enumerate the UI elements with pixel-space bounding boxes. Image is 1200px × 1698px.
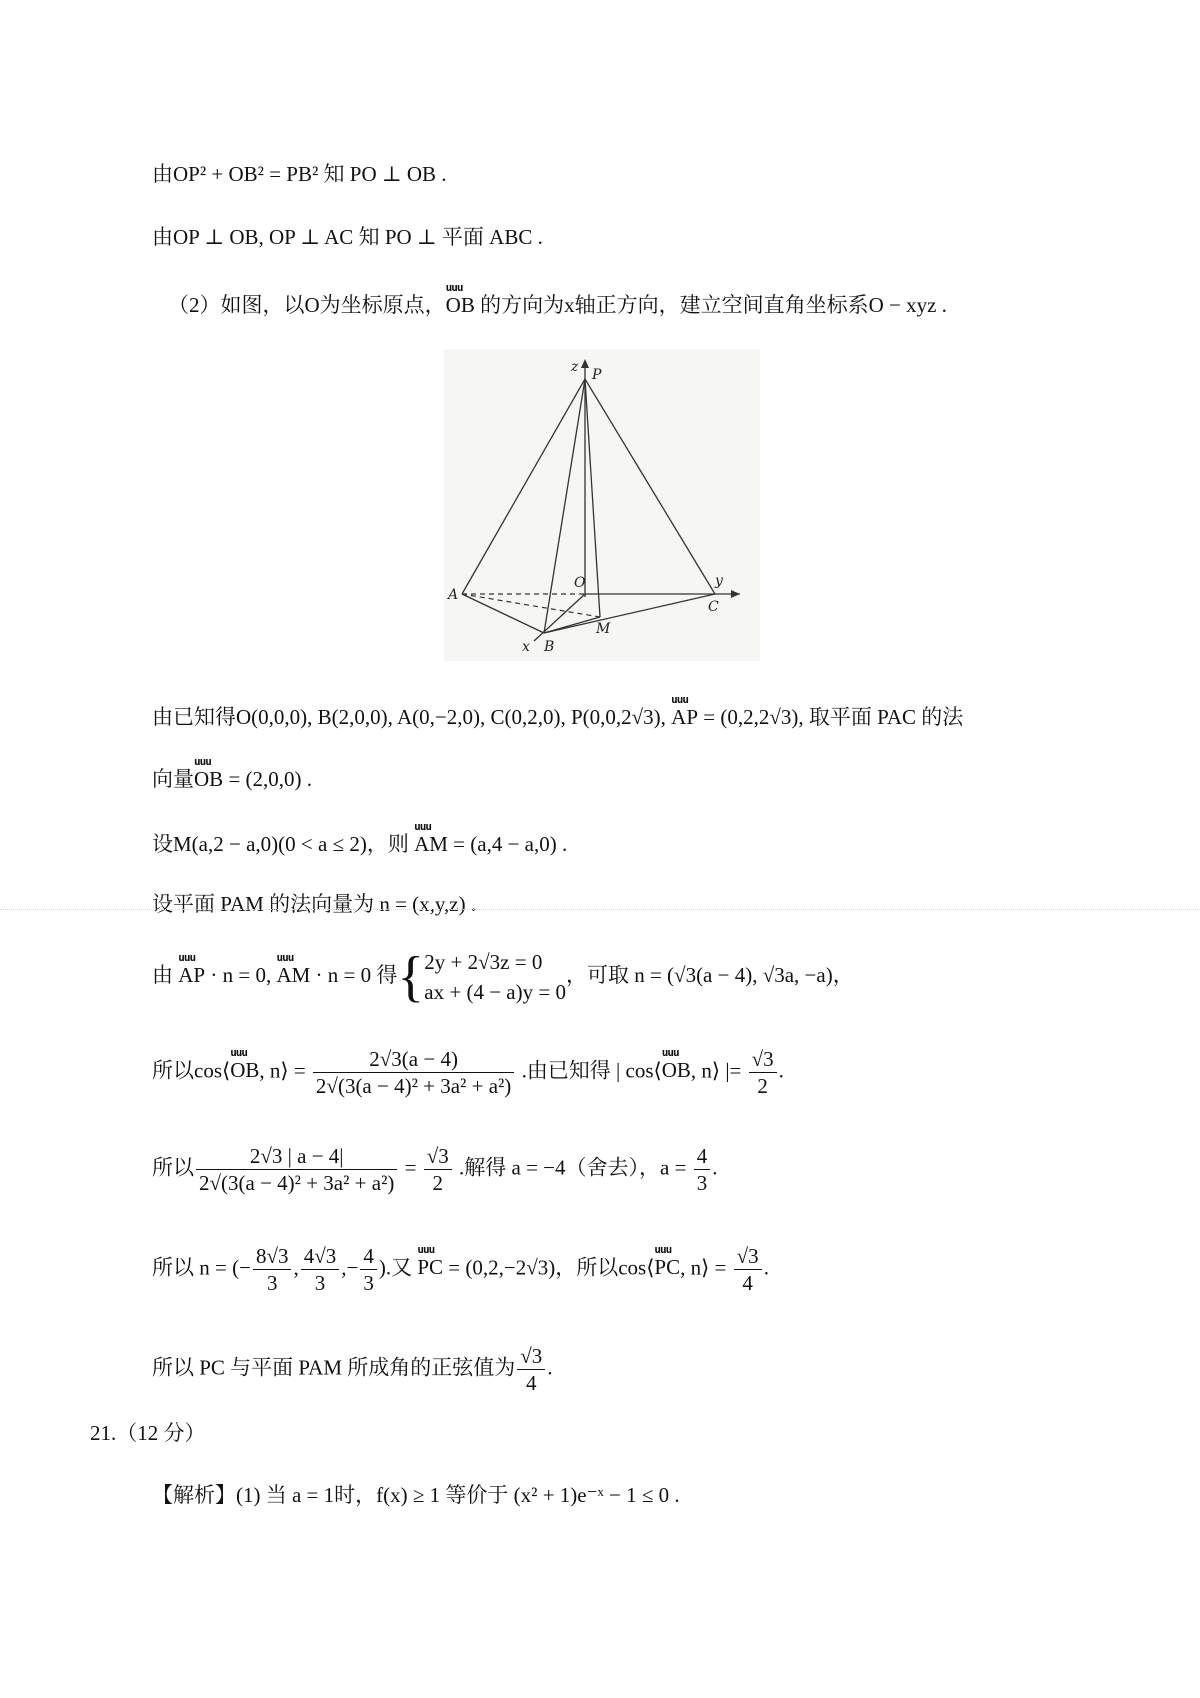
fraction-numerator: 4 bbox=[360, 1243, 377, 1270]
fraction-denominator: 2 bbox=[432, 1171, 443, 1195]
label-b: B bbox=[544, 639, 555, 655]
line-9-mid3: , n⟩ |= bbox=[690, 1058, 747, 1083]
comma-minus: ,− bbox=[341, 1255, 359, 1280]
fraction-denominator: 2√(3(a − 4)² + 3a² + a²) bbox=[199, 1171, 395, 1195]
line-12-end: . bbox=[547, 1355, 553, 1380]
line-11 bbox=[152, 1243, 769, 1296]
vector-pc: uuu PC bbox=[417, 1253, 443, 1281]
fraction-8root3-over-3 bbox=[253, 1243, 292, 1296]
fraction-denominator: 3 bbox=[363, 1271, 374, 1295]
fraction-4-over-3 bbox=[694, 1143, 711, 1196]
line-12 bbox=[152, 1343, 553, 1396]
line-3 bbox=[168, 291, 947, 319]
line-9-mid2: .由已知得 | cos⟨ bbox=[516, 1058, 662, 1083]
fraction-4-over-3-b bbox=[360, 1243, 377, 1296]
line-4-text-end: = (0,2,2√3), 取平面 PAC 的法 bbox=[698, 705, 964, 729]
line-10-text: 所以 bbox=[152, 1155, 194, 1180]
line-8-text-end: ，可取 n = (√3(a − 4), √3a, −a)， bbox=[565, 962, 854, 987]
pyramid-figure bbox=[444, 349, 760, 661]
fraction-root3-over-4-b bbox=[517, 1343, 545, 1396]
fraction-denominator: 2 bbox=[757, 1074, 768, 1098]
line-11-text: 所以 n = (− bbox=[152, 1255, 251, 1280]
system-brace: { bbox=[397, 946, 425, 1008]
fraction-root3-over-4 bbox=[734, 1243, 762, 1296]
line-10-eq: = bbox=[399, 1155, 422, 1180]
line-5 bbox=[152, 765, 312, 793]
fraction-numerator: √3 bbox=[749, 1046, 777, 1073]
line-11-mid3: , n⟩ = bbox=[680, 1255, 732, 1280]
vector-ap-2: uuu AP bbox=[178, 961, 205, 989]
fraction-numerator: √3 bbox=[424, 1143, 452, 1170]
fraction-numerator: 4 bbox=[694, 1143, 711, 1170]
vector-ob-2: uuu OB bbox=[194, 765, 223, 793]
fraction-denominator: 3 bbox=[266, 1271, 278, 1295]
line-6-text-end: = (a,4 − a,0) . bbox=[447, 832, 568, 856]
vector-am: uuu AM bbox=[414, 830, 448, 858]
vector-ob-3: uuu OB bbox=[230, 1056, 259, 1084]
fraction-denominator: 3 bbox=[696, 1171, 708, 1195]
pyramid-diagram bbox=[444, 349, 760, 661]
label-p: P bbox=[592, 367, 602, 383]
comma: , bbox=[293, 1255, 299, 1280]
line-4 bbox=[152, 703, 963, 731]
label-a: A bbox=[448, 587, 459, 603]
line-10-end: . bbox=[712, 1155, 718, 1180]
fraction-numerator: √3 bbox=[517, 1343, 545, 1370]
equation-2: ax + (4 − a)y = 0 bbox=[424, 980, 566, 1004]
fraction-root3-over-2-b bbox=[424, 1143, 452, 1196]
label-x: x bbox=[522, 639, 530, 655]
fraction-denominator: 3 bbox=[314, 1271, 326, 1295]
label-y: y bbox=[715, 573, 723, 589]
vector-pc-2: uuu PC bbox=[654, 1253, 680, 1281]
line-8-mid2: · n = 0 得 bbox=[310, 962, 398, 987]
line-8-mid: · n = 0, bbox=[205, 962, 277, 987]
fraction-numerator: 2√3(a − 4) bbox=[313, 1046, 514, 1073]
label-m: M bbox=[596, 621, 611, 637]
line-11-end: . bbox=[763, 1255, 769, 1280]
fraction-numerator: 8√3 bbox=[253, 1243, 292, 1270]
line-2: 由OP ⊥ OB, OP ⊥ AC 知 PO ⊥ 平面 ABC . bbox=[152, 225, 543, 249]
vector-ob: uuu OB bbox=[446, 291, 475, 319]
label-c: C bbox=[708, 599, 719, 615]
line-10-mid: .解得 a = −4（舍去），a = bbox=[453, 1155, 692, 1180]
page-divider bbox=[0, 909, 1200, 910]
fraction-root3-over-2 bbox=[749, 1046, 777, 1099]
fraction-cos bbox=[313, 1046, 514, 1099]
line-9-text: 所以cos⟨ bbox=[152, 1058, 231, 1083]
line-9-mid: , n⟩ = bbox=[259, 1058, 311, 1083]
question-number: 21.（12 分） bbox=[90, 1421, 206, 1445]
line-5-text-end: = (2,0,0) . bbox=[223, 767, 313, 791]
fraction-abs bbox=[196, 1143, 397, 1196]
line-11-mid2: = (0,2,−2√3)，所以cos⟨ bbox=[443, 1255, 655, 1280]
vector-ap: uuu AP bbox=[671, 703, 698, 731]
line-1: 由OP² + OB² = PB² 知 PO ⊥ OB . bbox=[152, 162, 447, 186]
line-5-text: 向量 bbox=[152, 767, 194, 791]
line-11-mid: ).又 bbox=[378, 1255, 418, 1280]
line-14: 【解析】(1) 当 a = 1时，f(x) ≥ 1 等价于 (x² + 1)e⁻ˣ − 1 ≤ 0 . bbox=[152, 1483, 680, 1507]
fraction-numerator: 4√3 bbox=[301, 1243, 340, 1270]
equation-1: 2y + 2√3z = 0 bbox=[424, 950, 543, 974]
line-3-text-end: 的方向为x轴正方向，建立空间直角坐标系O − xyz . bbox=[474, 293, 947, 317]
line-12-text: 所以 PC 与平面 PAM 所成角的正弦值为 bbox=[152, 1355, 516, 1380]
line-9 bbox=[152, 1046, 784, 1099]
vector-ob-4: uuu OB bbox=[662, 1056, 691, 1084]
vector-am-2: uuu AM bbox=[276, 961, 310, 989]
fraction-denominator: 4 bbox=[742, 1271, 753, 1295]
line-9-end: . bbox=[778, 1058, 784, 1083]
line-6 bbox=[152, 830, 567, 858]
fraction-numerator: √3 bbox=[734, 1243, 762, 1270]
fraction-4root3-over-3 bbox=[301, 1243, 340, 1296]
line-4-text: 由已知得O(0,0,0), B(2,0,0), A(0,−2,0), C(0,2,0), P(0,0,2√3), bbox=[152, 705, 672, 729]
line-8-text: 由 bbox=[152, 962, 179, 987]
fraction-denominator: 4 bbox=[526, 1371, 537, 1395]
label-z: z bbox=[571, 359, 579, 375]
fraction-numerator: 2√3 | a − 4| bbox=[196, 1143, 397, 1170]
line-8 bbox=[152, 947, 854, 1007]
label-o: O bbox=[574, 575, 586, 591]
line-7: 设平面 PAM 的法向量为 n = (x,y,z) . bbox=[152, 892, 477, 916]
equation-system bbox=[424, 947, 566, 1007]
fraction-denominator: 2√(3(a − 4)² + 3a² + a²) bbox=[315, 1074, 512, 1098]
line-10 bbox=[152, 1143, 717, 1196]
line-3-text: （2）如图，以O为坐标原点， bbox=[168, 293, 446, 317]
line-6-text: 设M(a,2 − a,0)(0 < a ≤ 2)，则 bbox=[152, 832, 415, 856]
